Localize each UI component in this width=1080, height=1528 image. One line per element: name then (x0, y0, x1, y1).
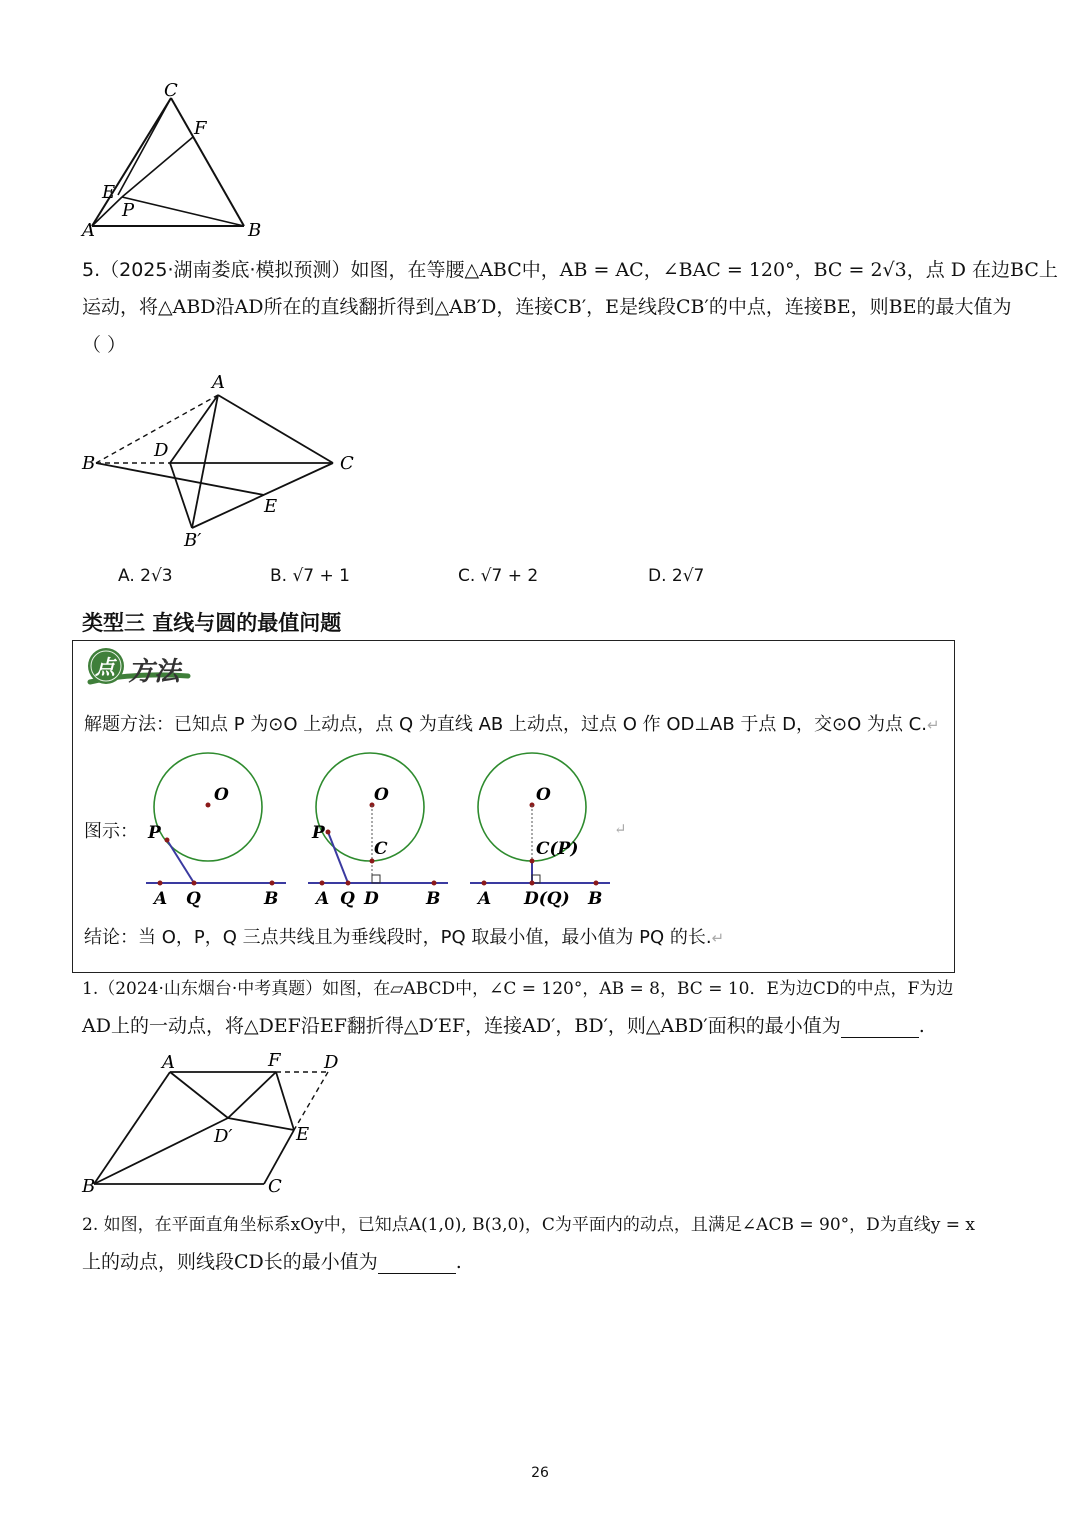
label-o: O (214, 785, 229, 805)
label-q: Q (340, 889, 355, 909)
label-a: A (478, 889, 492, 909)
label-d-q: D(Q) (524, 889, 570, 909)
method-label: 方法 (128, 657, 181, 687)
label-b: B (264, 889, 279, 909)
conclusion-text: 结论：当 O，P，Q 三点共线且为垂线段时，PQ 取最小值，最小值为 PQ 的长.↵ (84, 927, 725, 948)
label-a: A (162, 1052, 175, 1073)
circle-diagram-3 (464, 748, 624, 910)
label-f: F (194, 118, 207, 139)
diagram-label: 图示： (84, 821, 138, 842)
label-d: D (324, 1052, 339, 1073)
q1-answer-blank[interactable] (841, 1019, 919, 1038)
label-c-p: C(P) (536, 839, 579, 859)
label-d: D (154, 440, 169, 461)
label-o: O (374, 785, 389, 805)
choice-b[interactable]: B. √7 + 1 (270, 566, 350, 586)
q2-answer-blank[interactable] (378, 1255, 456, 1274)
label-c: C (268, 1176, 282, 1196)
label-c: C (164, 80, 178, 101)
label-d: D (364, 889, 379, 909)
label-b-prime: B′ (184, 530, 202, 551)
choice-c[interactable]: C. √7 + 2 (458, 566, 539, 586)
method-text: 解题方法：已知点 P 为⊙O 上动点，点 Q 为直线 AB 上动点，过点 O 作 OD⊥AB 于点 D，交⊙O 为点 C.↵ (84, 714, 940, 735)
page-number: 26 (531, 1465, 549, 1481)
choice-d[interactable]: D. 2√7 (648, 566, 705, 586)
label-b: B (82, 1176, 96, 1196)
label-a: A (212, 372, 225, 393)
label-p: P (148, 823, 161, 843)
choice-a[interactable]: A. 2√3 (118, 566, 173, 586)
label-c: C (374, 839, 388, 859)
q2-line2: 上的动点，则线段CD长的最小值为 . (82, 1251, 462, 1273)
label-e: E (102, 182, 116, 203)
label-q: Q (186, 889, 201, 909)
label-e: E (296, 1124, 310, 1145)
label-a: A (316, 889, 330, 909)
label-b: B (248, 220, 262, 240)
label-b: B (588, 889, 603, 909)
q1-line2: AD上的一动点，将△DEF沿EF翻折得△D′EF，连接AD′，BD′，则△ABD′面积的最小值为 . (82, 1015, 925, 1037)
label-b: B (426, 889, 441, 909)
label-a: A (154, 889, 168, 909)
q1-line1: 1.（2024·山东烟台·中考真题）如图，在▱ABCD中，∠C = 120°，AB = 8，BC = 10．E为边CD的中点，F为边 (82, 979, 954, 999)
q5-line2: 运动，将△ABD沿AD所在的直线翻折得到△AB′D，连接CB′，E是线段CB′的中点，连接BE，则BE的最大值为 (82, 296, 1012, 318)
label-p: P (122, 200, 135, 221)
figure-triangle-apb (78, 80, 278, 240)
section-title: 类型三 直线与圆的最值问题 (82, 611, 342, 635)
figure-parallelogram (78, 1046, 358, 1196)
return-mark: ↵ (614, 820, 627, 838)
circle-diagram-1 (140, 748, 300, 910)
label-c: C (340, 453, 354, 474)
q5-line1: 5.（2025·湖南娄底·模拟预测）如图，在等腰△ABC中，AB = AC，∠BAC = 120°，BC = 2√3，点 D 在边BC上 (82, 259, 1058, 281)
label-e: E (264, 496, 278, 517)
q2-line1: 2. 如图，在平面直角坐标系xOy中，已知点A(1,0), B(3,0)，C为平面内的动点，且满足∠ACB = 90°，D为直线y = x (82, 1215, 976, 1235)
label-o: O (536, 785, 551, 805)
label-d-prime: D′ (214, 1126, 233, 1147)
label-a: A (82, 220, 95, 240)
circle-diagram-2 (302, 748, 462, 910)
label-b: B (82, 453, 96, 474)
label-p: P (312, 823, 325, 843)
badge-icon-text: 点 (95, 655, 115, 679)
label-f: F (268, 1050, 281, 1071)
figure-fold-abd (78, 368, 368, 553)
q5-line3: （ ） (82, 334, 127, 356)
